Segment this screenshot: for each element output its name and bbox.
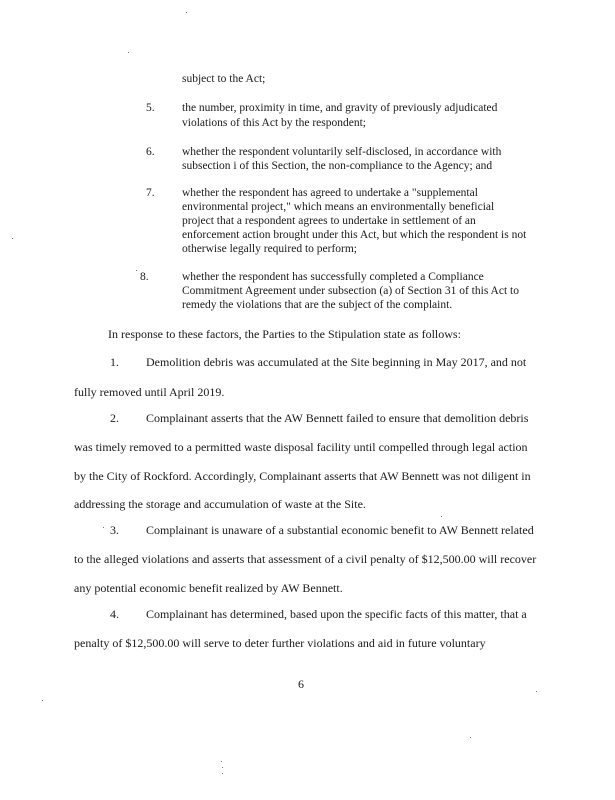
paragraph-3-line-3: any potential economic benefit realized by AW Bennett. xyxy=(74,581,343,595)
scan-speck xyxy=(103,527,104,528)
item-8-line-3: remedy the violations that are the subject of the complaint. xyxy=(182,299,453,311)
paragraph-1-line-2: fully removed until April 2019. xyxy=(74,385,225,399)
item-8-line-2: Commitment Agreement under subsection (a) of Section 31 of this Act to xyxy=(182,285,519,297)
paragraph-3-number: 3. xyxy=(110,523,119,537)
paragraph-2-line-2: was timely removed to a permitted waste disposal facility until compelled through legal action xyxy=(74,440,528,454)
paragraph-1-line-1: Demolition debris was accumulated at the Site beginning in May 2017, and not xyxy=(146,355,527,369)
scan-speck xyxy=(12,238,13,239)
item-6-line-2: subsection i of this Section, the non-compliance to the Agency; and xyxy=(182,160,493,172)
paragraph-2-number: 2. xyxy=(110,411,119,425)
scan-speck xyxy=(470,737,471,738)
scan-speck xyxy=(186,12,187,13)
item-6-number: 6. xyxy=(146,146,155,158)
paragraph-4-line-2: penalty of $12,500.00 will serve to deter further violations and aid in future voluntary xyxy=(74,636,486,650)
scan-speck xyxy=(222,773,223,774)
item-6-line-1: whether the respondent voluntarily self-disclosed, in accordance with xyxy=(182,146,502,158)
item-7-line-2: environmental project," which means an environmentally beneficial xyxy=(182,201,495,213)
paragraph-2-line-1: Complainant asserts that the AW Bennett failed to ensure that demolition debris xyxy=(146,411,529,425)
paragraph-4-number: 4. xyxy=(110,607,119,621)
item-7-line-3: project that a respondent agrees to undertake in settlement of an xyxy=(182,215,476,227)
item-4-continuation: subject to the Act; xyxy=(182,73,266,85)
scan-speck xyxy=(441,516,442,517)
item-7-line-1: whether the respondent has agreed to undertake a "supplemental xyxy=(182,187,478,199)
scan-speck xyxy=(136,270,137,271)
item-7-line-5: otherwise legally required to perform; xyxy=(182,243,357,255)
item-7-number: 7. xyxy=(146,187,155,199)
paragraph-2-line-4: addressing the storage and accumulation of waste at the Site. xyxy=(74,497,366,511)
item-5-number: 5. xyxy=(146,102,155,114)
paragraph-1-number: 1. xyxy=(110,355,119,369)
scan-speck xyxy=(536,691,537,692)
scan-speck xyxy=(222,767,223,768)
scan-speck xyxy=(221,761,222,762)
item-8-line-1: whether the respondent has successfully completed a Compliance xyxy=(182,271,484,283)
item-5-line-2: violations of this Act by the respondent; xyxy=(182,117,366,129)
paragraph-2-line-3: by the City of Rockford. Accordingly, Complainant asserts that AW Bennett was not diligent in xyxy=(74,469,531,483)
page-number: 6 xyxy=(298,677,304,691)
scan-speck xyxy=(128,52,129,53)
scan-speck xyxy=(42,700,43,701)
stipulation-intro: In response to these factors, the Parties to the Stipulation state as follows: xyxy=(108,327,461,341)
item-5-line-1: the number, proximity in time, and gravity of previously adjudicated xyxy=(182,102,498,114)
paragraph-3-line-1: Complainant is unaware of a substantial economic benefit to AW Bennett related xyxy=(146,523,534,537)
item-7-line-4: enforcement action brought under this Act, but which the respondent is not xyxy=(182,229,527,241)
item-8-number: 8. xyxy=(140,271,149,283)
paragraph-4-line-1: Complainant has determined, based upon the specific facts of this matter, that a xyxy=(146,607,527,621)
paragraph-3-line-2: to the alleged violations and asserts that assessment of a civil penalty of $12,500.00 will recover xyxy=(74,552,537,566)
